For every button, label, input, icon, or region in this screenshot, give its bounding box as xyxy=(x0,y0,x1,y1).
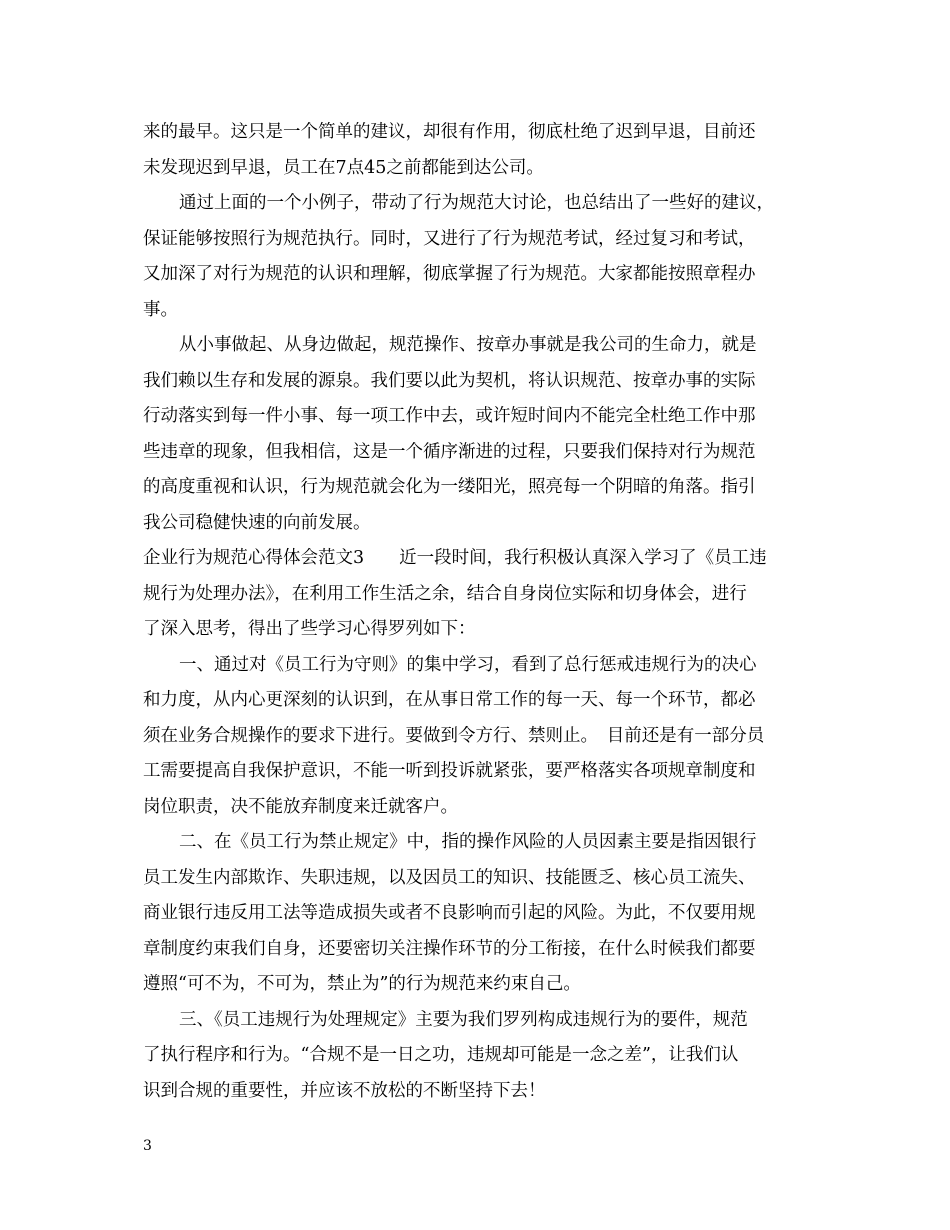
text-line: 的高度重视和认识，行为规范就会化为一缕阳光，照亮每一个阴暗的角落。指引 xyxy=(143,477,756,497)
text-line: 岗位职责，决不能放弃制度来迁就客户。 xyxy=(143,796,458,817)
text-line: 保证能够按照行为规范执行。同时，又进行了行为规范考试，经过复习和考试， xyxy=(143,228,756,249)
text-line: 了深入思考，得出了些学习心得罗列如下： xyxy=(143,619,476,639)
section-heading-line: 企业行为规范心得体会范文3 近一段时间，我行积极认真深入学习了《员工违 xyxy=(143,548,767,568)
text-line: 工需要提高自我保护意识，不能一听到投诉就紧张，要严格落实各项规章制度和 xyxy=(143,761,756,781)
document-body xyxy=(143,115,823,1109)
text-line: 商业银行违反用工法等造成损失或者不良影响而引起的风险。为此，不仅要用规 xyxy=(143,903,756,923)
text-line: 来的最早。这只是一个简单的建议，却很有作用，彻底杜绝了迟到早退，目前还 xyxy=(143,122,756,142)
paragraph-start-line: 二、在《员工行为禁止规定》中，指的操作风险的人员因素主要是指因银行 xyxy=(179,832,757,852)
text-line: 行动落实到每一件小事、每一项工作中去，或许短时间内不能完全杜绝工作中那 xyxy=(143,406,756,426)
text-line: 事。 xyxy=(143,299,178,320)
text-line: 规行为处理办法》，在利用工作生活之余，结合自身岗位实际和切身体会，进行 xyxy=(143,583,747,604)
text-line: 和力度，从内心更深刻的认识到，在从事日常工作的每一天、每一个环节，都必 xyxy=(143,690,756,710)
text-line: 又加深了对行为规范的认识和理解，彻底掌握了行为规范。大家都能按照章程办 xyxy=(143,264,756,284)
text-line: 须在业务合规操作的要求下进行。要做到令方行、禁则止。 目前还是有一部分员 xyxy=(143,725,765,746)
text-line: 遵照“可不为，不可为，禁止为”的行为规范来约束自己。 xyxy=(143,974,581,994)
paragraph-start-line: 从小事做起、从身边做起，规范操作、按章办事就是我公司的生命力，就是 xyxy=(179,335,757,355)
text-line: 识到合规的重要性，并应该不放松的不断坚持下去！ xyxy=(143,1080,546,1101)
text-line: 了执行程序和行为。“合规不是一日之功，违规却可能是一念之差”，让我们认 xyxy=(143,1045,739,1065)
text-line: 些违章的现象，但我相信，这是一个循序渐进的过程，只要我们保持对行为规范 xyxy=(143,441,756,462)
text-line: 未发现迟到早退，员工在7点45之前都能到达公司。 xyxy=(143,157,544,178)
text-line: 章制度约束我们自身，还要密切关注操作环节的分工衔接，在什么时候我们都要 xyxy=(143,938,756,959)
paragraph-start-line: 通过上面的一个小例子，带动了行为规范大讨论，也总结出了一些好的建议， xyxy=(179,193,774,213)
paragraph-start-line: 一、通过对《员工行为守则》的集中学习，看到了总行惩戒违规行为的决心 xyxy=(179,654,757,675)
text-line: 员工发生内部欺诈、失职违规，以及因员工的知识、技能匮乏、核心员工流失、 xyxy=(143,867,756,888)
page-number: 3 xyxy=(143,1138,152,1154)
paragraph-start-line: 三、《员工违规行为处理规定》主要为我们罗列构成违规行为的要件，规范 xyxy=(179,1009,748,1030)
text-line: 我公司稳健快速的向前发展。 xyxy=(143,512,371,533)
text-line: 我们赖以生存和发展的源泉。我们要以此为契机，将认识规范、按章办事的实际 xyxy=(143,370,756,391)
